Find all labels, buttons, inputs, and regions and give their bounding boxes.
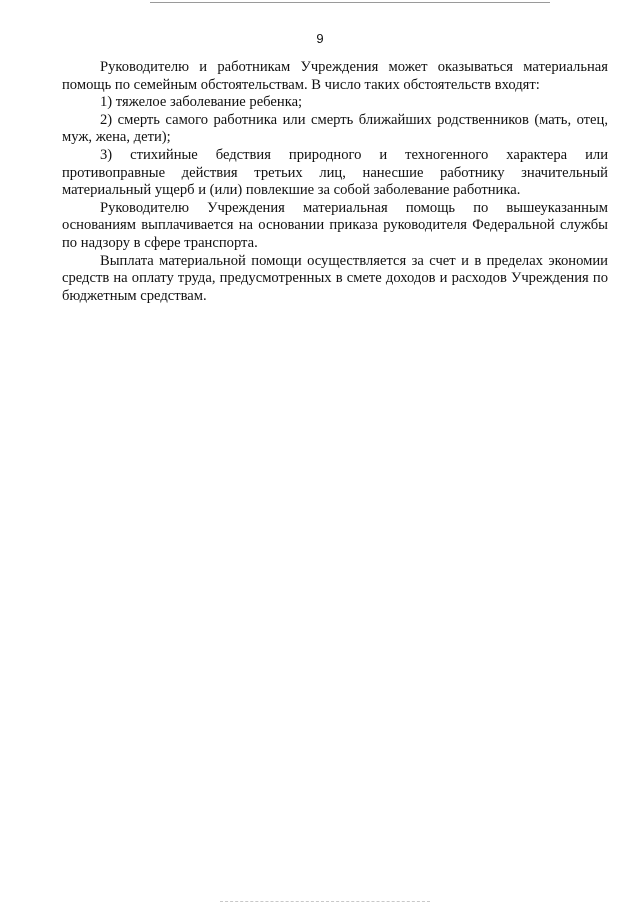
list-item-death: 2) смерть самого работника или смерть ближайших родственников (мать, отец, муж, жена, дети); bbox=[62, 111, 608, 146]
paragraph-director-aid: Руководителю Учреждения материальная помощь по вышеуказанным основаниям выплачивается на основании приказа руководителя Федеральной службы по надзору в сфере транспорта. bbox=[62, 199, 608, 251]
list-item-child-illness: 1) тяжелое заболевание ребенка; bbox=[100, 94, 303, 111]
page-number: 9 bbox=[316, 31, 324, 46]
document-body bbox=[62, 59, 608, 305]
paragraph-aid-funding: Выплата материальной помощи осуществляется за счет и в пределах экономии средств на оплату труда, предусмотренных в смете доходов и расходов Учреждения по бюджетным средствам. bbox=[62, 252, 608, 304]
paragraph-material-aid-intro: Руководителю и работникам Учреждения может оказываться материальная помощь по семейным обстоятельствам. В число таких обстоятельств входят: bbox=[62, 59, 608, 93]
top-scan-line bbox=[150, 2, 550, 3]
list-item-disasters: 3) стихийные бедствия природного и техногенного характера или противоправные действия третьих лиц, нанесшие работнику значительный материальный ущерб и (или) повлекшие за собой заболевание работника. bbox=[62, 146, 608, 199]
bottom-scan-line bbox=[220, 901, 430, 902]
